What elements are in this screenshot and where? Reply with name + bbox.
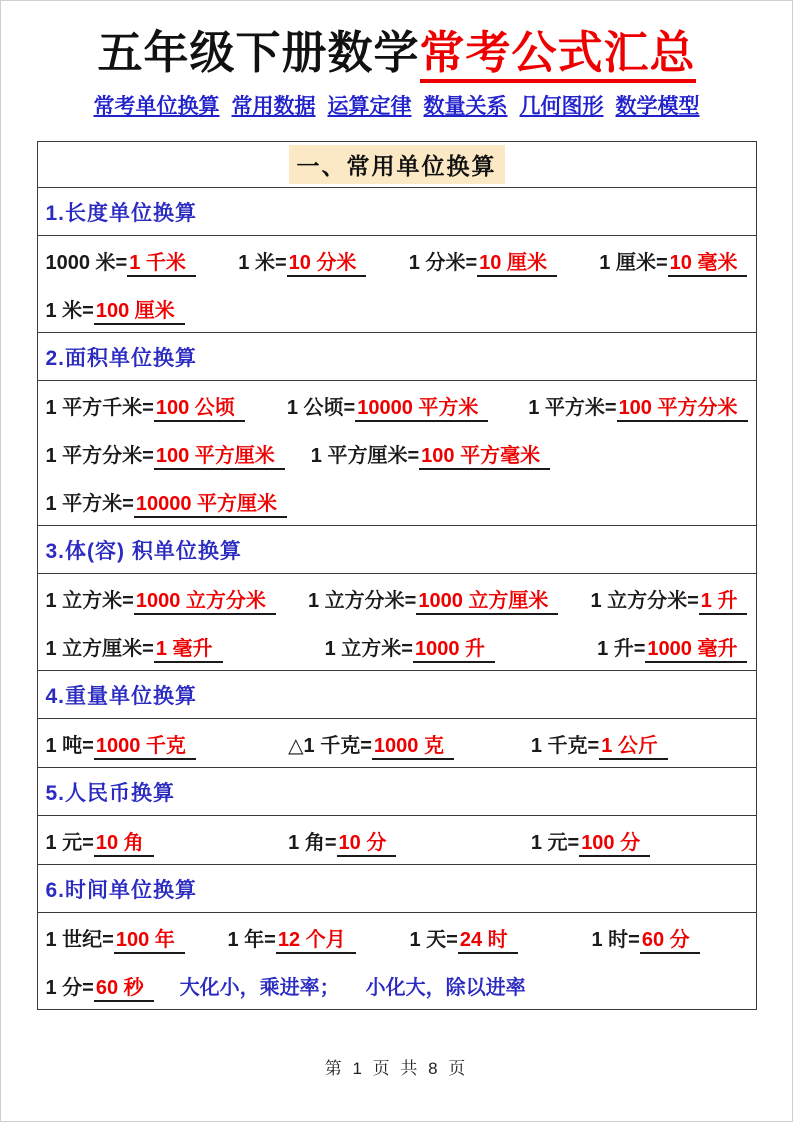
equation-lhs: 1 世纪= bbox=[45, 928, 114, 951]
equation-answer: 12 个月 bbox=[276, 929, 356, 954]
conversion-equation bbox=[590, 584, 747, 613]
page-title-red: 常考公式汇总 bbox=[420, 27, 696, 83]
nav-link-5[interactable]: 几何图形 bbox=[519, 95, 604, 119]
equation-answer: 1000 升 bbox=[413, 638, 495, 663]
conversion-equation bbox=[531, 826, 748, 855]
equation-lhs: 1 平方分米= bbox=[45, 444, 154, 467]
formula-line bbox=[46, 913, 748, 961]
equation-answer: 100 分 bbox=[579, 832, 650, 857]
nav-link-3[interactable]: 运算定律 bbox=[327, 95, 412, 119]
conversion-equation bbox=[410, 923, 566, 952]
section-heading-2: 2.面积单位换算 bbox=[38, 333, 756, 381]
equation-lhs: 1 平方千米= bbox=[45, 396, 154, 419]
equation-lhs: 1 平方厘米= bbox=[310, 444, 420, 467]
conversion-equation bbox=[325, 632, 495, 661]
section-heading-4: 4.重量单位换算 bbox=[38, 671, 756, 719]
conversion-equation bbox=[288, 729, 505, 758]
equation-lhs: 1000 米= bbox=[45, 251, 128, 274]
equation-lhs: 1 米= bbox=[45, 299, 94, 322]
conversion-equation bbox=[597, 632, 747, 661]
nav-link-4[interactable]: 数量关系 bbox=[423, 95, 508, 119]
conversion-equation bbox=[288, 826, 505, 855]
conversion-equation bbox=[46, 971, 154, 1000]
equation-lhs: 1 米= bbox=[238, 251, 287, 274]
equation-answer: 10 厘米 bbox=[477, 252, 557, 277]
formula-line bbox=[46, 961, 748, 1009]
page-title-black: 五年级下册数学 bbox=[97, 27, 420, 78]
equation-answer: 1 千米 bbox=[127, 252, 196, 277]
table-header-title: 一、常用单位换算 bbox=[289, 145, 505, 184]
section-heading-5: 5.人民币换算 bbox=[38, 768, 756, 816]
equation-answer: 24 时 bbox=[458, 929, 518, 954]
section-heading-1: 1.长度单位换算 bbox=[38, 188, 756, 236]
equation-lhs: 1 千克= bbox=[530, 734, 600, 757]
equation-lhs: 1 立方厘米= bbox=[45, 637, 154, 660]
conversion-equation bbox=[308, 584, 558, 613]
equation-answer: 10 角 bbox=[94, 832, 154, 857]
equation-lhs: 1 立方米= bbox=[324, 637, 413, 660]
conversion-equation bbox=[531, 729, 748, 758]
section-heading-6: 6.时间单位换算 bbox=[38, 865, 756, 913]
equation-answer: 1000 毫升 bbox=[645, 638, 747, 663]
formula-line bbox=[46, 284, 748, 332]
formula-line bbox=[46, 719, 748, 767]
conversion-equation bbox=[46, 632, 223, 661]
equation-lhs: 1 时= bbox=[591, 928, 640, 951]
rule-note: 小化大，除以进率 bbox=[365, 976, 526, 999]
nav-link-2[interactable]: 常用数据 bbox=[231, 95, 316, 119]
equation-answer: 1000 千克 bbox=[94, 735, 196, 760]
equation-lhs: 1 立方分米= bbox=[590, 589, 699, 612]
conversion-equation bbox=[46, 487, 288, 516]
equation-lhs: 1 立方米= bbox=[45, 589, 134, 612]
section-heading-3: 3.体(容) 积单位换算 bbox=[38, 526, 756, 574]
conversion-equation bbox=[528, 391, 747, 420]
section-content-2 bbox=[38, 381, 756, 526]
conversion-equation bbox=[409, 246, 557, 275]
section-content-5 bbox=[38, 816, 756, 865]
conversion-equation bbox=[46, 439, 285, 468]
equation-answer: 100 平方分米 bbox=[617, 397, 748, 422]
section-content-4 bbox=[38, 719, 756, 768]
equation-lhs: 1 分米= bbox=[408, 251, 478, 274]
section-content-1 bbox=[38, 236, 756, 333]
equation-lhs: 1 元= bbox=[530, 831, 580, 854]
equation-answer: 10000 平方厘米 bbox=[134, 493, 287, 518]
conversion-equation bbox=[46, 584, 276, 613]
conversion-equation bbox=[238, 246, 366, 275]
equation-answer: 60 分 bbox=[640, 929, 700, 954]
nav-link-1[interactable]: 常考单位换算 bbox=[93, 95, 220, 119]
conversion-equation bbox=[46, 391, 261, 420]
conversion-equation bbox=[311, 439, 550, 468]
conversion-equation bbox=[599, 246, 747, 275]
equation-lhs: 1 年= bbox=[227, 928, 276, 951]
equation-answer: 60 秒 bbox=[94, 977, 154, 1002]
formula-line bbox=[46, 622, 748, 670]
equation-lhs: △1 千克= bbox=[288, 734, 372, 757]
equation-lhs: 1 分= bbox=[45, 976, 94, 999]
equation-answer: 100 公顷 bbox=[154, 397, 245, 422]
conversion-equation bbox=[228, 923, 384, 952]
equation-lhs: 1 公顷= bbox=[286, 396, 356, 419]
formula-line bbox=[46, 236, 748, 284]
page-title bbox=[1, 1, 792, 81]
formula-line bbox=[46, 477, 748, 525]
conversion-equation bbox=[46, 246, 196, 275]
equation-answer: 1 升 bbox=[699, 590, 748, 615]
conversion-equation bbox=[46, 729, 263, 758]
equation-lhs: 1 平方米= bbox=[45, 492, 134, 515]
equation-answer: 10 毫米 bbox=[668, 252, 748, 277]
nav-link-6[interactable]: 数学模型 bbox=[615, 95, 700, 119]
rule-note: 大化小，乘进率； bbox=[179, 976, 340, 999]
equation-lhs: 1 吨= bbox=[45, 734, 94, 757]
equation-lhs: 1 元= bbox=[45, 831, 94, 854]
nav-links bbox=[1, 90, 792, 120]
equation-answer: 1000 立方厘米 bbox=[416, 590, 558, 615]
conversion-equation bbox=[46, 294, 185, 323]
equation-answer: 100 平方毫米 bbox=[419, 445, 550, 470]
equation-lhs: 1 立方分米= bbox=[307, 589, 417, 612]
formula-line bbox=[46, 816, 748, 864]
equation-answer: 1 公斤 bbox=[599, 735, 668, 760]
formula-line bbox=[46, 381, 748, 429]
section-content-6 bbox=[38, 913, 756, 1009]
equation-answer: 100 年 bbox=[114, 929, 185, 954]
conversion-equation bbox=[46, 826, 263, 855]
equation-answer: 1 毫升 bbox=[154, 638, 223, 663]
conversion-table bbox=[37, 141, 757, 1010]
table-header-row bbox=[38, 142, 756, 188]
equation-lhs: 1 平方米= bbox=[528, 396, 617, 419]
section-content-3 bbox=[38, 574, 756, 671]
conversion-equation bbox=[592, 923, 748, 952]
equation-answer: 100 厘米 bbox=[94, 300, 185, 325]
equation-lhs: 1 天= bbox=[409, 928, 458, 951]
equation-answer: 100 平方厘米 bbox=[154, 445, 285, 470]
equation-lhs: 1 角= bbox=[288, 831, 337, 854]
equation-lhs: 1 升= bbox=[597, 637, 646, 660]
equation-answer: 1000 克 bbox=[372, 735, 454, 760]
conversion-equation bbox=[287, 391, 502, 420]
equation-answer: 10000 平方米 bbox=[355, 397, 488, 422]
equation-answer: 1000 立方分米 bbox=[134, 590, 276, 615]
page-number: 第 1 页 共 8 页 bbox=[324, 1059, 469, 1078]
equation-answer: 10 分米 bbox=[287, 252, 367, 277]
equation-lhs: 1 厘米= bbox=[599, 251, 668, 274]
formula-line bbox=[46, 574, 748, 622]
conversion-equation bbox=[46, 923, 202, 952]
equation-answer: 10 分 bbox=[337, 832, 397, 857]
formula-line bbox=[46, 429, 748, 477]
